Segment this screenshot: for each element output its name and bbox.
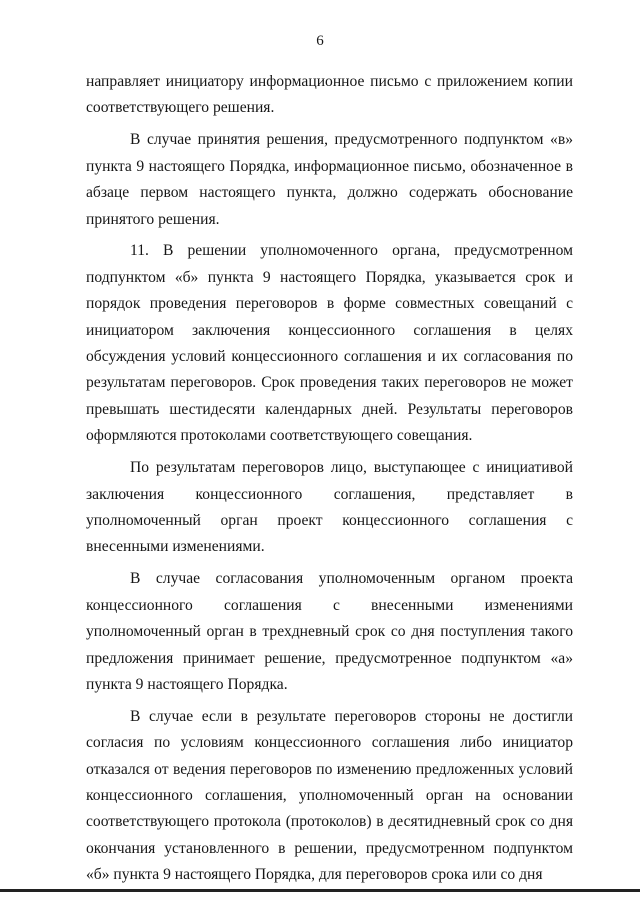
paragraph-decision-v-justification: В случае принятия решения, предусмотренного подпунктом «в» пункта 9 настоящего Порядка, информационное письмо, обозначенное в абзаце первом настоящего пункта, должно содержать обоснование принятого решения.: [86, 131, 573, 228]
paragraph-no-agreement-case: В случае если в результате переговоров стороны не достигли согласия по условиям концессионного соглашения либо инициатор отказался от ведения переговоров по изменению предложенных условий концессионного соглашения, уполномоченный орган на основании соответствующего протокола (протоколов) в десятидневный срок со дня окончания установленного в решении, предусмотренном подпунктом «б» пункта 9 настоящего Порядка, для переговоров срока или со дня: [86, 707, 573, 884]
paragraph-negotiation-results: По результатам переговоров лицо, выступающее с инициативой заключения концессионного соглашения, представляет в уполномоченный орган проект концессионного соглашения с внесенными изменениями.: [86, 459, 573, 556]
paragraph-continuation: направляет инициатору информационное письмо с приложением копии соответствующего решения.: [86, 73, 573, 117]
paragraph-approval-case: В случае согласования уполномоченным органом проекта концессионного соглашения с внесенными изменениями уполномоченный орган в трехдневный срок со дня поступления такого предложения принимает решение, предусмотренное подпунктом «а» пункта 9 настоящего Порядка.: [86, 570, 573, 693]
paragraph-clause-11: 11. В решении уполномоченного органа, предусмотренном подпунктом «б» пункта 9 настоящего Порядка, указывается срок и порядок проведения переговоров в форме совместных совещаний с инициатором заключения концессионного соглашения в целях обсуждения условий концессионного соглашения и их согласования по результатам переговоров. Срок проведения таких переговоров не может превышать шестидесяти календарных дней. Результаты переговоров оформляются протоколами соответствующего совещания.: [86, 242, 573, 445]
bottom-scan-border: [0, 889, 640, 892]
document-body: [86, 69, 573, 894]
page-number: 6: [316, 33, 324, 49]
